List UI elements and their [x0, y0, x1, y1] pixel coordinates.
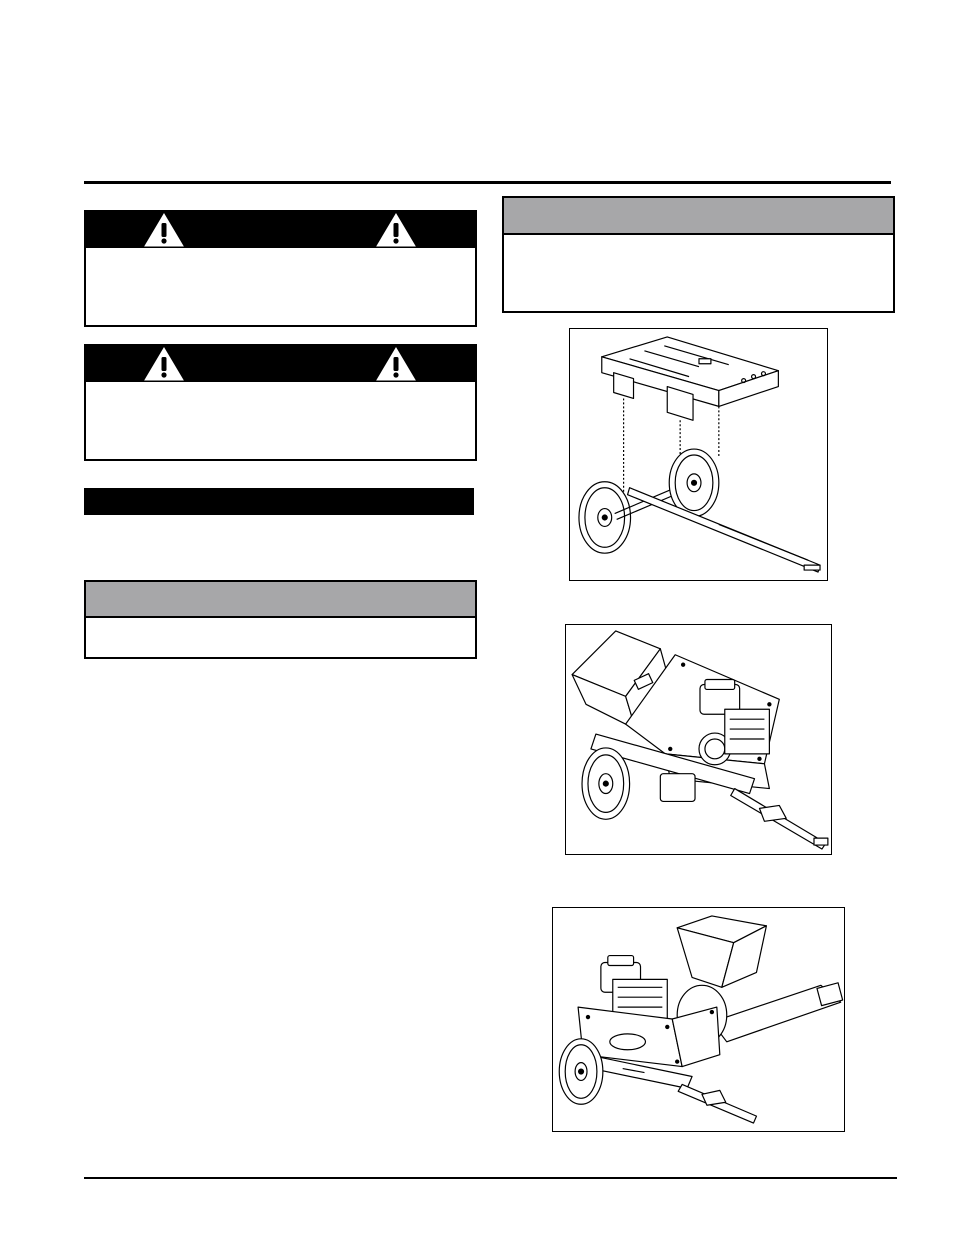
notice-header-bar	[86, 582, 475, 618]
notice-box-left	[84, 580, 477, 659]
warning-triangle-icon	[144, 347, 184, 381]
section-heading-bar	[84, 488, 474, 515]
warning-triangle-icon	[376, 213, 416, 247]
warning-header-bar	[86, 212, 475, 248]
notice-title	[86, 591, 94, 607]
figure-chipper-front-view	[565, 624, 832, 855]
warning-box-2	[84, 344, 477, 461]
warning-triangle-icon	[144, 213, 184, 247]
chipper-rear-illustration	[553, 908, 844, 1131]
axle-assembly-illustration	[570, 329, 827, 580]
warning-header-bar	[86, 346, 475, 382]
notice-box-right	[502, 196, 895, 313]
section-heading	[84, 493, 92, 509]
notice-header-bar	[504, 198, 893, 235]
warning-box-1	[84, 210, 477, 327]
notice-title	[504, 207, 512, 223]
header-rule	[84, 181, 891, 184]
figure-axle-assembly	[569, 328, 828, 581]
chipper-front-illustration	[566, 625, 831, 854]
footer-rule	[84, 1177, 897, 1179]
warning-triangle-icon	[376, 347, 416, 381]
figure-chipper-rear-view	[552, 907, 845, 1132]
